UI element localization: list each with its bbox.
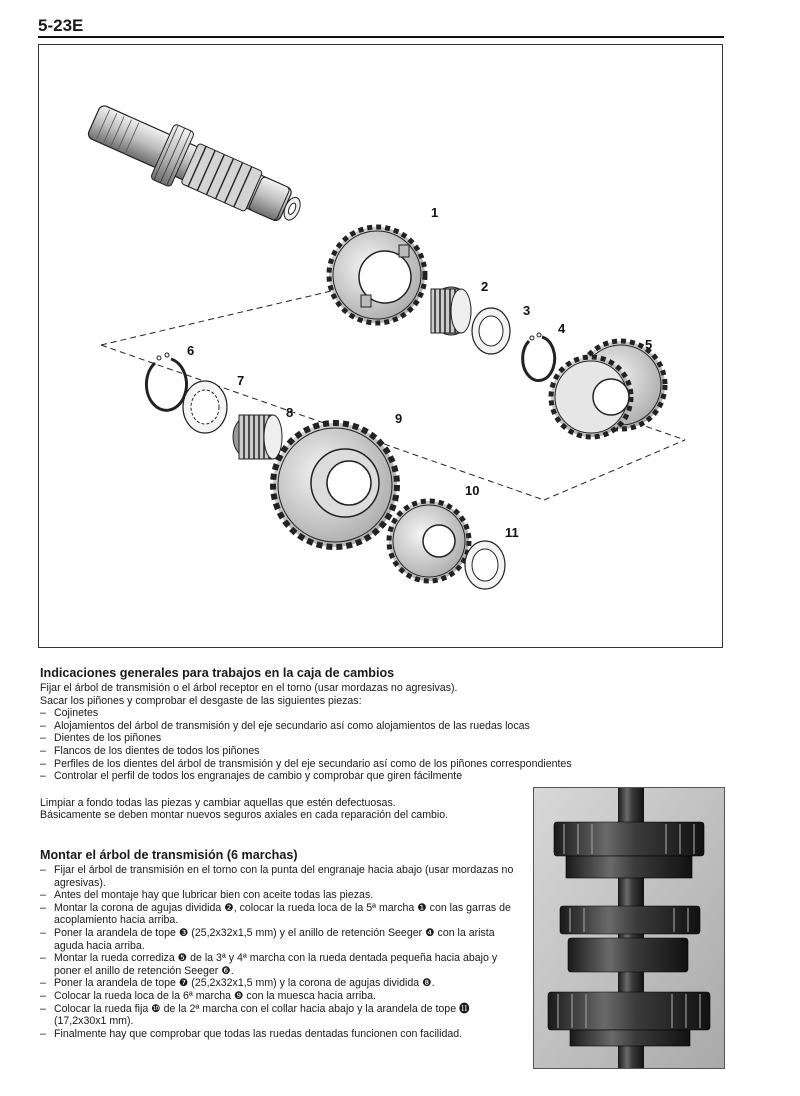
header-rule: [38, 36, 724, 38]
assembled-shaft-photo: [533, 787, 725, 1069]
callout-1: 1: [431, 205, 439, 220]
list-item: – Montar la corona de agujas dividida ❷, colocar la rueda loca de la 5ª marcha ❶ con las garras de acoplamiento hacia arriba.: [40, 902, 524, 927]
callout-10: 10: [465, 483, 480, 498]
list-item: – Finalmente hay que comprobar que todas las ruedas dentadas funcionen con facilidad.: [40, 1028, 524, 1041]
assembled-shaft-photo-drawing: [534, 788, 725, 1069]
part-8-needle-bearing: [233, 415, 282, 459]
callout-8: 8: [286, 405, 294, 420]
part-2-needle-bearing: [431, 287, 471, 335]
part-1-fifth-gear: [329, 227, 425, 323]
list-item: – Perfiles de los dientes del árbol de transmisión y del eje secundario así como de los piñones correspondientes: [40, 758, 700, 771]
section-2-steps: [40, 864, 524, 1040]
list-item: – Antes del montaje hay que lubricar bien con aceite todas las piezas.: [40, 889, 524, 902]
callout-3: 3: [523, 303, 531, 318]
list-item: – Colocar la rueda loca de la 6ª marcha ❾ con la muesca hacia arriba.: [40, 990, 524, 1003]
callout-7: 7: [237, 373, 245, 388]
section-1-intro-2: Sacar los piñones y comprobar el desgaste de las siguientes piezas:: [40, 694, 362, 707]
section-assembly-steps: [40, 848, 524, 1040]
part-4-circlip: [523, 333, 555, 381]
list-item: – Cojinetes: [40, 707, 700, 720]
callout-2: 2: [481, 279, 489, 294]
part-11-thrust-washer: [465, 541, 505, 589]
part-9-sixth-gear: [273, 423, 397, 547]
part-10-second-gear: [389, 501, 469, 581]
section-1-intro-1: Fijar el árbol de transmisión o el árbol receptor en el torno (usar mordazas no agresivas).: [40, 682, 458, 694]
list-item: – Dientes de los piñones: [40, 732, 700, 745]
callout-9: 9: [395, 411, 403, 426]
callout-11: 11: [505, 525, 519, 540]
callout-4: 4: [558, 321, 566, 336]
list-item: – Alojamientos del árbol de transmisión y del eje secundario así como alojamientos de las ruedas locas: [40, 720, 700, 733]
section-1-outro-1: Limpiar a fondo todas las piezas y cambiar aquellas que estén defectuosas.: [40, 796, 396, 809]
callout-6: 6: [187, 343, 195, 358]
part-5-sliding-gear: [551, 341, 665, 437]
part-3-thrust-washer: [472, 308, 510, 354]
list-item: – Fijar el árbol de transmisión en el torno con la punta del engranaje hacia abajo (usar mordazas no agresivas).: [40, 864, 524, 889]
exploded-view-drawing: [39, 45, 724, 649]
section-2-title: Montar el árbol de transmisión (6 marchas): [40, 848, 298, 862]
section-1-outro-2: Básicamente se deben montar nuevos seguros axiales en cada reparación del cambio.: [40, 809, 449, 822]
list-item: – Controlar el perfil de todos los engranajes de cambio y comprobar que giren fácilmente: [40, 770, 700, 783]
list-item: – Colocar la rueda fija ❿ de la 2ª marcha con el collar hacia abajo y la arandela de tope ⓫ (17,2x30x1 mm).: [40, 1003, 524, 1028]
page-number: 5-23E: [38, 16, 84, 35]
section-1-title: Indicaciones generales para trabajos en la caja de cambios: [40, 666, 395, 680]
list-item: – Flancos de los dientes de todos los piñones: [40, 745, 700, 758]
transmission-shaft: [82, 93, 311, 239]
list-item: – Poner la arandela de tope ❸ (25,2x32x1,5 mm) y el anillo de retención Seeger ❹ con la arista aguda hacia arriba.: [40, 927, 524, 952]
part-7-thrust-washer: [183, 381, 227, 433]
list-item: – Montar la rueda corrediza ❺ de la 3ª y 4ª marcha con la rueda dentada pequeña hacia abajo y poner el anillo de retención Seeger ❻.: [40, 952, 524, 977]
section-1-checklist: [40, 707, 700, 783]
exploded-view-figure: [38, 44, 723, 648]
part-6-circlip: [146, 353, 186, 410]
callout-5: 5: [645, 337, 653, 352]
list-item: – Poner la arandela de tope ❼ (25,2x32x1,5 mm) y la corona de agujas dividida ❽.: [40, 977, 524, 990]
